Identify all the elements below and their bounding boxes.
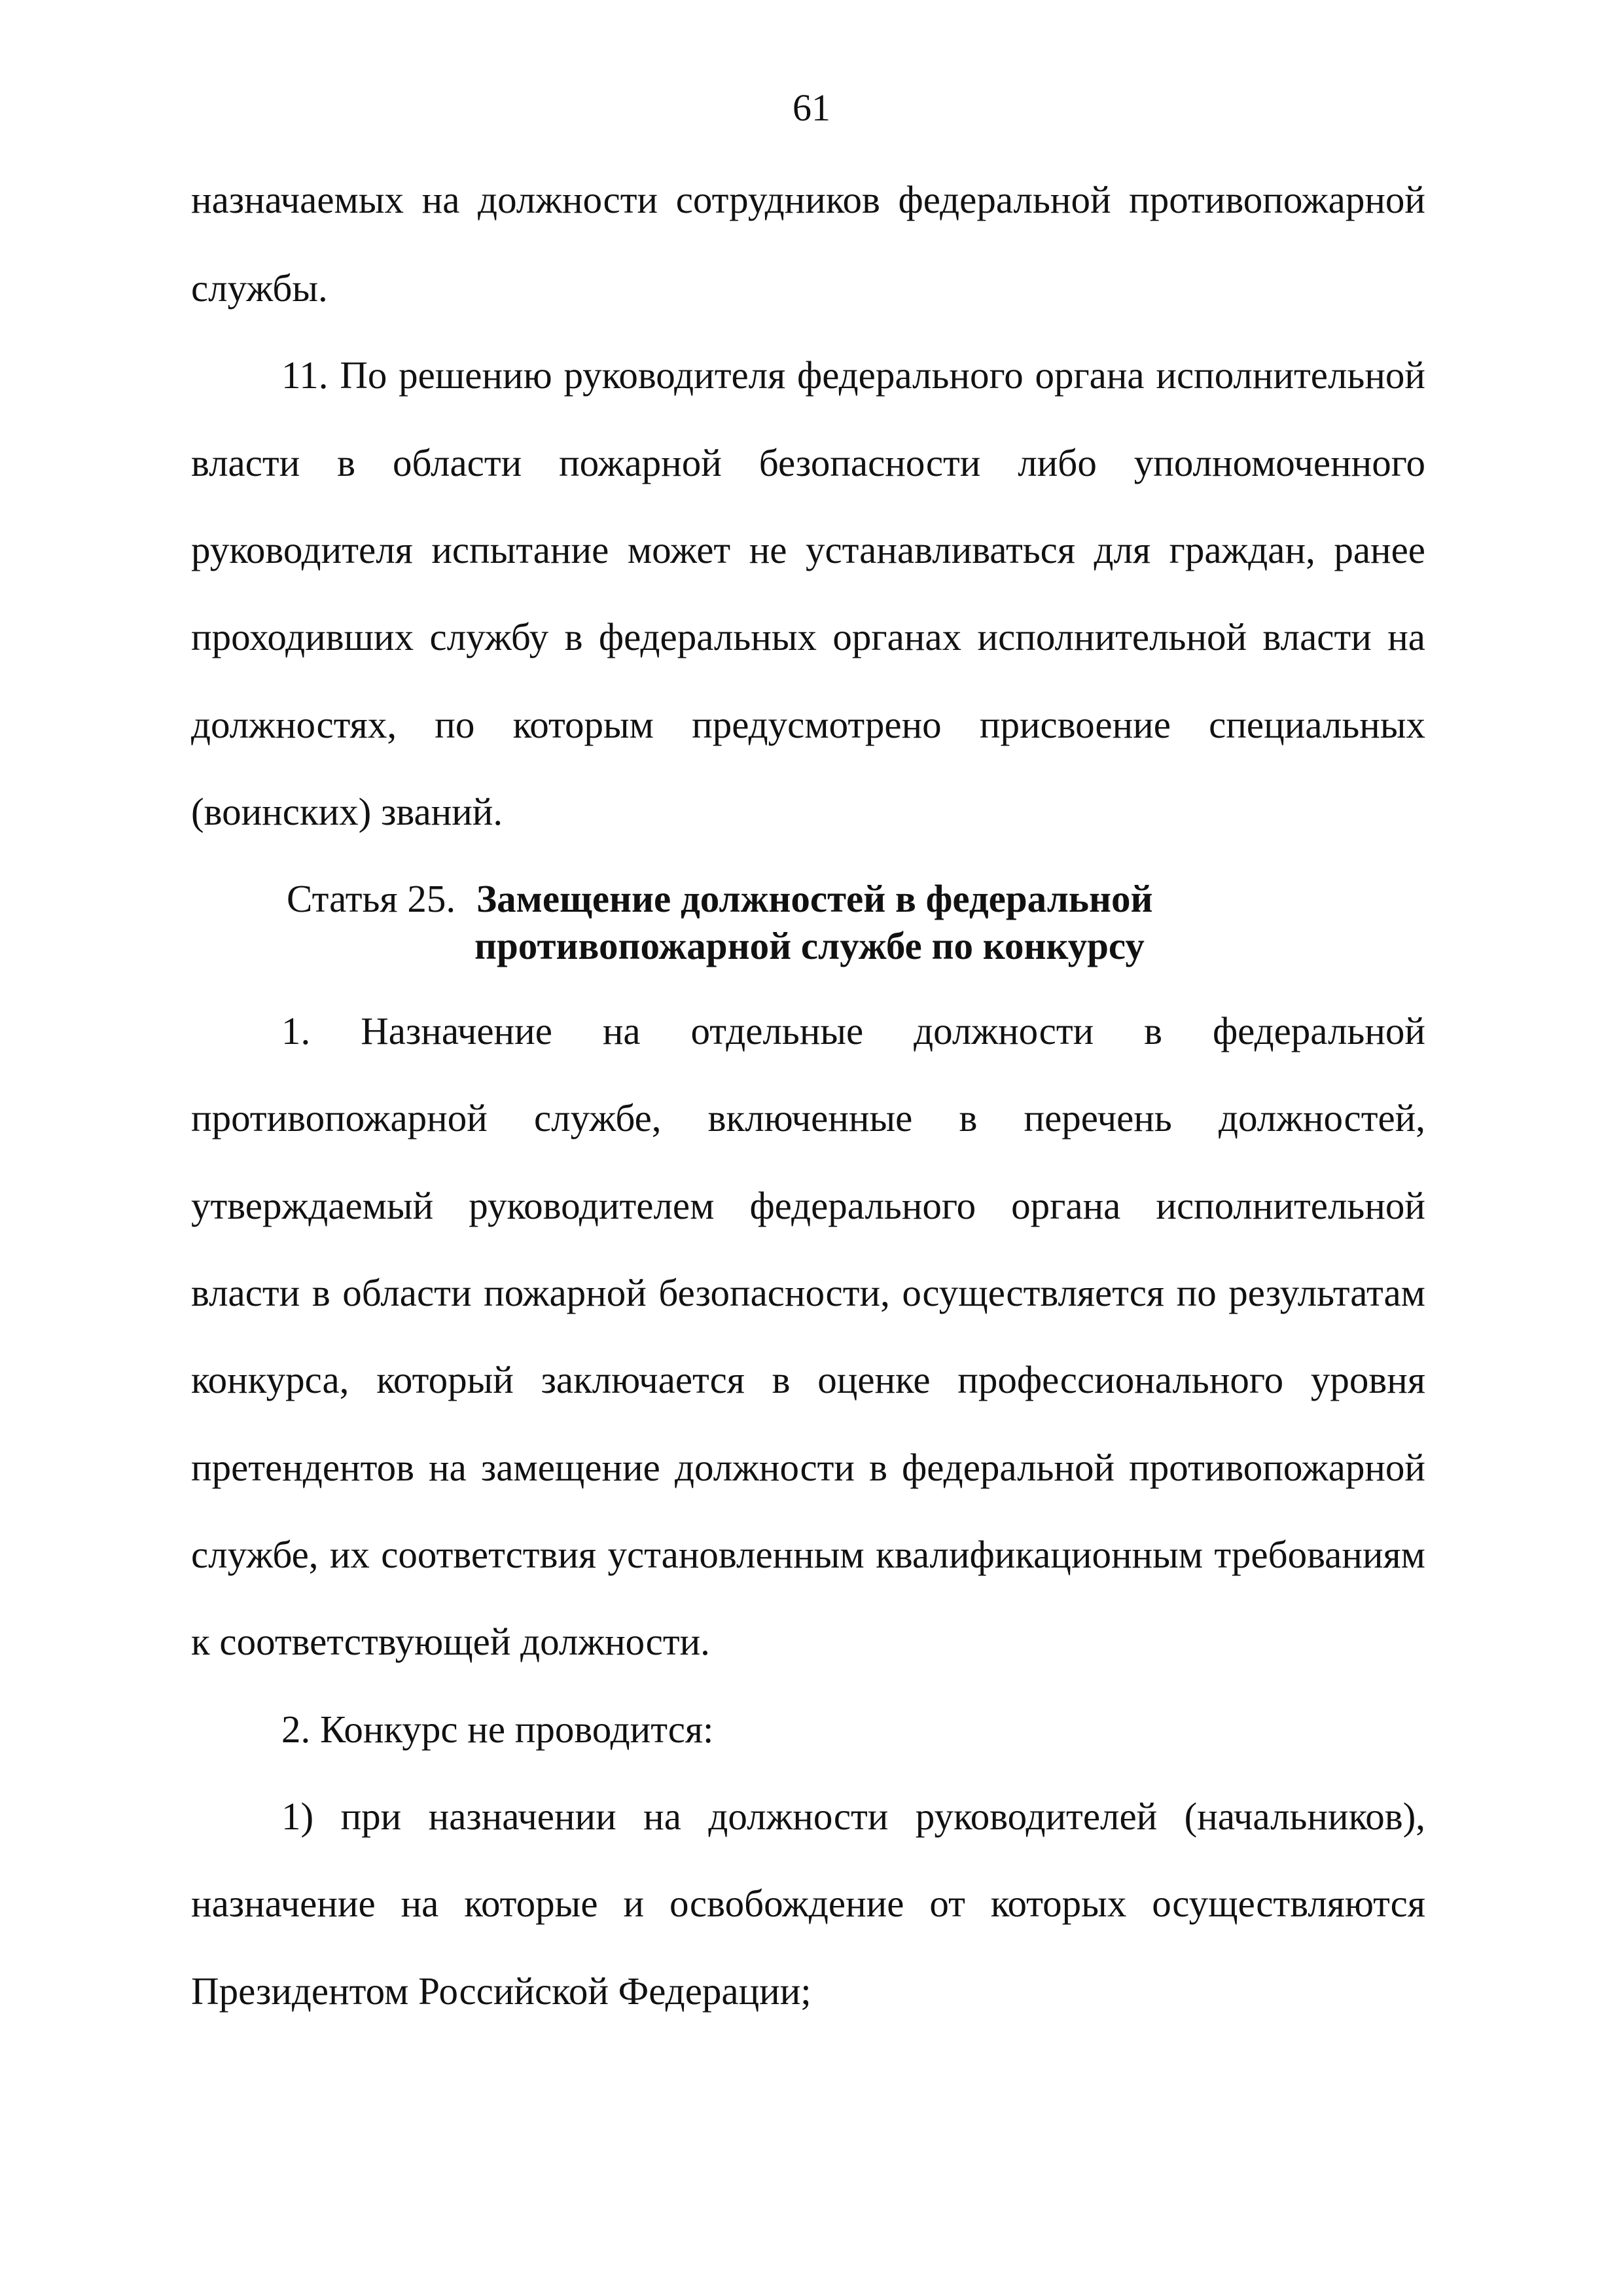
text-line: Президентом Российской Федерации; [191,1969,812,2013]
text-line: противопожарной службе, включенные в перечень должностей, [191,1096,1425,1139]
paragraph-first-line: 11. По решению руководителя федерального органа исполнительной [281,353,1425,397]
text-line: службе, их соответствия установленным квалификационным требованиям [191,1533,1425,1576]
paragraph-first-line: 1. Назначение на отдельные должности в федеральной [281,1009,1425,1052]
text-line: назначаемых на должности сотрудников федеральной противопожарной [191,178,1425,221]
text-line: конкурса, который заключается в оценке профессионального уровня [191,1358,1425,1401]
text-line: проходивших службу в федеральных органах исполнительной власти на [191,615,1425,658]
text-line: к соответствующей должности. [191,1620,710,1663]
text-line: службы. [191,266,328,310]
text-line: назначение на которые и освобождение от которых осуществляются [191,1882,1425,1925]
page-number: 61 [793,86,830,129]
text-line: утверждаемый руководителем федерального органа исполнительной [191,1184,1425,1227]
article-title-line: Замещение должностей в федеральной [476,877,1153,920]
text-line: должностях, по которым предусмотрено присвоение специальных [191,703,1425,746]
text-line: претендентов на замещение должности в федеральной противопожарной [191,1446,1425,1489]
text-line: руководителя испытание может не устанавливаться для граждан, ранее [191,528,1425,571]
article-title-line: противопожарной службе по конкурсу [474,924,1145,967]
text-line: (воинских) званий. [191,790,503,833]
paragraph-first-line: 2. Конкурс не проводится: [281,1708,714,1751]
article-number: Статья 25. [287,877,456,920]
text-line: власти в области пожарной безопасности, осуществляется по результатам [191,1271,1425,1314]
list-item-first-line: 1) при назначении на должности руководителей (начальников), [281,1795,1425,1838]
text-line: власти в области пожарной безопасности либо уполномоченного [191,441,1425,484]
